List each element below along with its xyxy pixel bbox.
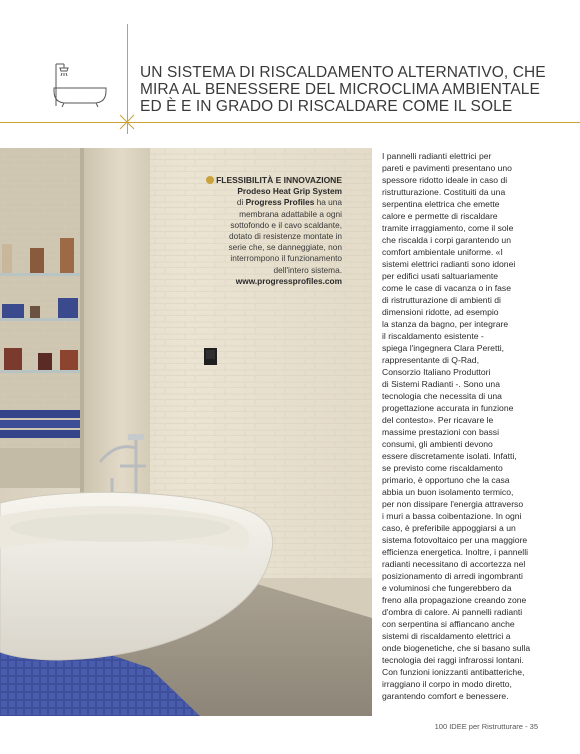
body-text-line: radianti necessitano di accortezza nel	[382, 559, 526, 569]
body-text-line: del contesto». Per ricavare le	[382, 415, 494, 425]
body-text-line: comfort ambientale uniforme. «I	[382, 247, 503, 257]
body-text-line: efficienza energetica. Inoltre, i pannelli	[382, 547, 529, 557]
body-text-line: di Sistemi Radianti -. Sono una	[382, 379, 500, 389]
body-text-line: primario, è opportuno che la casa	[382, 475, 510, 485]
body-text-line: d'ombra di calore. Ai pannelli radianti	[382, 607, 523, 617]
caption-suffix: ha una	[314, 197, 342, 208]
body-text-line: abbia un buon isolamento termico,	[382, 487, 514, 497]
body-text-line: freno alla propagazione creando zone	[382, 595, 527, 605]
body-text-line: Consorzio Italiano Produttori	[382, 367, 491, 377]
caption-line	[200, 197, 342, 208]
body-text-line: ristrutturazione. Costituiti da una	[382, 187, 506, 197]
caption-heading-text: FLESSIBILITÀ E INNOVAZIONE	[216, 175, 342, 185]
bathtub-shower-icon	[52, 58, 108, 110]
caption-product: Prodeso Heat Grip System	[237, 186, 342, 197]
photo-caption	[200, 175, 342, 287]
body-text-line: tramite irraggiamento, come il sole	[382, 223, 514, 233]
header-horizontal-rule	[0, 122, 580, 123]
body-text-line: spiega l'ingegnera Clara Peretti,	[382, 343, 505, 353]
body-text-line: con serpentina si affiancano anche	[382, 619, 515, 629]
body-text-line: i muri a bassa coibentazione. In ogni	[382, 511, 522, 521]
body-text-line: il riscaldamento esistente -	[382, 331, 484, 341]
body-text-line: di ristrutturazione di ambienti di	[382, 295, 501, 305]
title-line: MIRA AL BENESSERE DEL MICROCLIMA AMBIENTALE	[140, 81, 540, 98]
caption-line: sottofondo e il cavo scaldante,	[230, 219, 342, 230]
body-text-line: tecnologia dei raggi infrarossi lontani.	[382, 655, 524, 665]
body-text-line: sistemi di riscaldamento elettrici a	[382, 631, 511, 641]
body-text-line: I pannelli radianti elettrici per	[382, 151, 492, 161]
body-text-line: che riscalda i corpi garantendo un	[382, 235, 511, 245]
body-text-line: la stanza da bagno, per integrare	[382, 319, 509, 329]
body-text-line: serpentina elettrica che emette	[382, 199, 500, 209]
body-text-line: irraggiano il corpo in modo diretto,	[382, 679, 512, 689]
body-text-line: sistema fotovoltaico per una maggiore	[382, 535, 528, 545]
body-text-line: pareti e pavimenti presentano uno	[382, 163, 512, 173]
body-text-line: calore e permette di riscaldare	[382, 211, 498, 221]
cross-mark-icon	[119, 114, 135, 130]
body-text-line: tecnologia che necessita di una	[382, 391, 502, 401]
body-text-line: spessore ridotto ideale in caso di	[382, 175, 508, 185]
title-line: ED È E IN GRADO DI RISCALDARE COME IL SOLE	[140, 98, 513, 115]
body-text-line: Con funzioni ionizzanti antibatteriche,	[382, 667, 525, 677]
bullet-dot-icon	[206, 176, 214, 184]
body-text-line: progettazione accurata in funzione	[382, 403, 514, 413]
page-title	[140, 64, 560, 115]
body-text-line: garantendo comfort e benessere.	[382, 691, 509, 701]
body-text-line: per edifici usati saltuariamente	[382, 271, 499, 281]
body-text-line: dimensioni ridotte, ad esempio	[382, 307, 499, 317]
caption-website-link[interactable]: www.progressprofiles.com	[235, 275, 342, 286]
body-text-line: e voluminosi che fungerebbero da	[382, 583, 512, 593]
article-body	[382, 150, 572, 702]
caption-line: membrana adattabile a ogni	[239, 208, 342, 219]
page-footer: 100 IDEE per Ristrutturare - 35	[434, 722, 538, 731]
body-text-line: se previsto come riscaldamento	[382, 463, 503, 473]
caption-heading	[190, 175, 342, 186]
caption-line: serie che, se danneggiate, non	[228, 242, 342, 253]
body-text-line: sistemi elettrici radianti sono idonei	[382, 259, 516, 269]
title-line: UN SISTEMA DI RISCALDAMENTO ALTERNATIVO, CHE	[140, 64, 546, 81]
caption-prefix: di	[236, 197, 246, 208]
body-text-line: rappresentante di Q-Rad,	[382, 355, 479, 365]
body-text-line: massime prestazioni con bassi	[382, 427, 500, 437]
body-text-line: essere discretamente isolati. Infatti,	[382, 451, 517, 461]
body-text-line: consumi, gli ambienti devono	[382, 439, 493, 449]
body-text-line: caso, è preferibile appoggiarsi a un	[382, 523, 516, 533]
caption-line: interrompono il funzionamento	[230, 253, 342, 264]
body-text-line: per non dissipare l'energia attraverso	[382, 499, 524, 509]
body-text-line: come le case di vacanza o in fase	[382, 283, 511, 293]
caption-brand: Progress Profiles	[245, 197, 315, 208]
body-text-line: onde biogenetiche, che si basano sulla	[382, 643, 531, 653]
caption-line: dotato di resistenze montate in	[229, 231, 342, 242]
body-text-line: posizionamento di arredi ingombranti	[382, 571, 523, 581]
caption-line: dell'intero sistema.	[273, 264, 342, 275]
